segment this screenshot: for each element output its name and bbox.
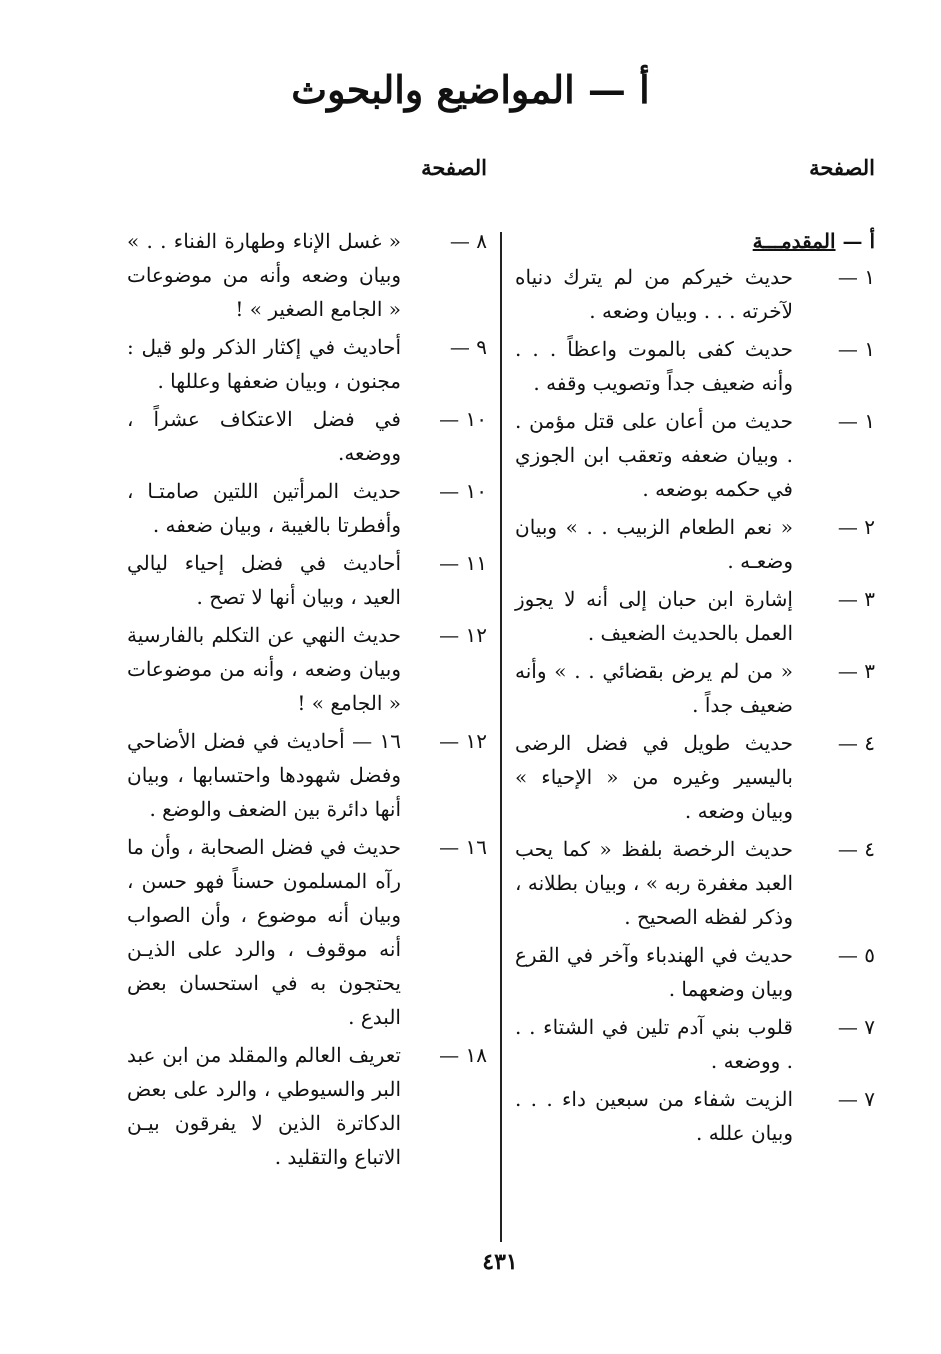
toc-entry xyxy=(127,402,487,470)
toc-entry xyxy=(515,654,875,722)
entry-page-number: ١٦ — xyxy=(439,835,487,859)
entry-page-number: ٣ — xyxy=(837,587,875,611)
toc-entry xyxy=(515,332,875,400)
toc-entry xyxy=(127,1038,487,1174)
entry-text: ١٦ — أحاديث في فضل الأضاحي وفضل شهودها واحتسابها ، وبيان أنها دائرة بين الضعف والوضع . xyxy=(127,729,401,821)
entry-page-number: ٤ — xyxy=(837,731,875,755)
entry-page-number: ١١ — xyxy=(439,551,487,575)
entry-page-number: ١ — xyxy=(837,337,875,361)
entry-text: قلوب بني آدم تلين في الشتاء . . . ووضعه . xyxy=(515,1015,793,1073)
entry-text: حديث في الهندباء وآخر في القرع وبيان وضعهما . xyxy=(515,943,793,1001)
entry-text: حديث الرخصة بلفظ « كما يحب العبد مغفرة ربه » ، وبيان بطلانه ، وذكر لفظه الصحيح . xyxy=(515,837,793,929)
page-title: أ — المواضيع والبحوث xyxy=(291,67,650,112)
entry-page-number: ١ — xyxy=(837,409,875,433)
toc-entry xyxy=(515,404,875,506)
entry-page-number: ١٨ — xyxy=(439,1043,487,1067)
toc-entry xyxy=(515,260,875,328)
section-heading xyxy=(515,224,875,258)
entry-text: حديث كفى بالموت واعظاً . . . وأنه ضعيف جداً وتصويب وقفه . xyxy=(515,337,793,395)
entry-text: أحاديث في فضل إحياء ليالي العيد ، وبيان أنها لا تصح . xyxy=(127,551,401,609)
section-heading-prefix: أ — xyxy=(835,229,875,253)
toc-entry xyxy=(127,474,487,542)
toc-entry xyxy=(127,830,487,1034)
toc-entry xyxy=(127,724,487,826)
toc-entry xyxy=(515,938,875,1006)
toc-entry xyxy=(127,330,487,398)
toc-entry xyxy=(515,582,875,650)
page-column-header-right: الصفحة xyxy=(809,155,875,180)
page-number: ٤٣١ xyxy=(482,1249,518,1275)
entry-text: في فضل الاعتكاف عشراً ، ووضعه. xyxy=(127,407,401,465)
entry-page-number: ٧ — xyxy=(837,1015,875,1039)
page-column-header-left: الصفحة xyxy=(421,155,487,180)
column-divider xyxy=(500,232,502,1242)
entry-text: « غسل الإناء وطهارة الفناء . . » وبيان وضعه وأنه من موضوعات « الجامع الصغير » ! xyxy=(127,229,401,321)
entry-page-number: ١ — xyxy=(837,265,875,289)
toc-entry xyxy=(127,618,487,720)
entry-text: حديث المرأتين اللتين صامتـا ، وأفطرتا بالغيبة ، وبيان ضعفه . xyxy=(127,479,401,537)
section-heading-label: المقدمـــة xyxy=(752,229,836,253)
entry-text: « من لم يرض بقضائي . . » وأنه ضعيف جداً . xyxy=(515,659,793,717)
entry-text: تعريف العالم والمقلد من ابن عبد البر والسيوطي ، والرد على بعض الدكاترة الذين لا يفرقون بيـن الاتباع والتقليد . xyxy=(127,1043,401,1169)
entry-page-number: ٨ — xyxy=(449,229,487,253)
entry-page-number: ٣ — xyxy=(837,659,875,683)
entry-text: حديث في فضل الصحابة ، وأن ما رآه المسلمون حسناً فهو حسن ، وبيان أنه موضوع ، وأن الصواب أنه موقوف ، والرد على الذيـن يحتجون به في استحسان بعض البدع . xyxy=(127,835,401,1029)
toc-entry xyxy=(127,546,487,614)
entry-text: حديث طويل في فضل الرضى باليسير وغيره من « الإحياء » وبيان وضعه . xyxy=(515,731,793,823)
toc-entry xyxy=(515,510,875,578)
entry-page-number: ٢ — xyxy=(837,515,875,539)
entry-page-number: ١٠ — xyxy=(439,407,487,431)
toc-entry xyxy=(515,832,875,934)
entry-page-number: ١٢ — xyxy=(439,729,487,753)
entry-text: الزيت شفاء من سبعين داء . . . وبيان علله . xyxy=(515,1087,793,1145)
entry-page-number: ٥ — xyxy=(837,943,875,967)
toc-entry xyxy=(127,224,487,326)
toc-entry xyxy=(515,1010,875,1078)
entry-text: إشارة ابن حبان إلى أنه لا يجوز العمل بالحديث الضعيف . xyxy=(515,587,793,645)
entry-text: حديث من أعان على قتل مؤمن . . وبيان ضعفه وتعقب ابن الجوزي في حكمه بوضعه . xyxy=(515,409,793,501)
entry-page-number: ١٢ — xyxy=(439,623,487,647)
entry-page-number: ٩ — xyxy=(449,335,487,359)
toc-column-left xyxy=(127,224,487,1178)
entry-page-number: ٤ — xyxy=(837,837,875,861)
entry-text: أحاديث في إكثار الذكر ولو قيل : مجنون ، وبيان ضعفها وعللها . xyxy=(127,335,401,393)
entry-text: حديث النهي عن التكلم بالفارسية وبيان وضعه ، وأنه من موضوعات « الجامع » ! xyxy=(127,623,401,715)
entry-text: « نعم الطعام الزبيب . . » وبيان وضعـه . xyxy=(515,515,793,573)
toc-column-right xyxy=(515,224,875,1154)
entry-page-number: ٧ — xyxy=(837,1087,875,1111)
entry-page-number: ١٠ — xyxy=(439,479,487,503)
toc-entry xyxy=(515,726,875,828)
entry-text: حديث خيركم من لم يترك دنياه لآخرته . . . وبيان وضعه . xyxy=(515,265,793,323)
toc-entry xyxy=(515,1082,875,1150)
